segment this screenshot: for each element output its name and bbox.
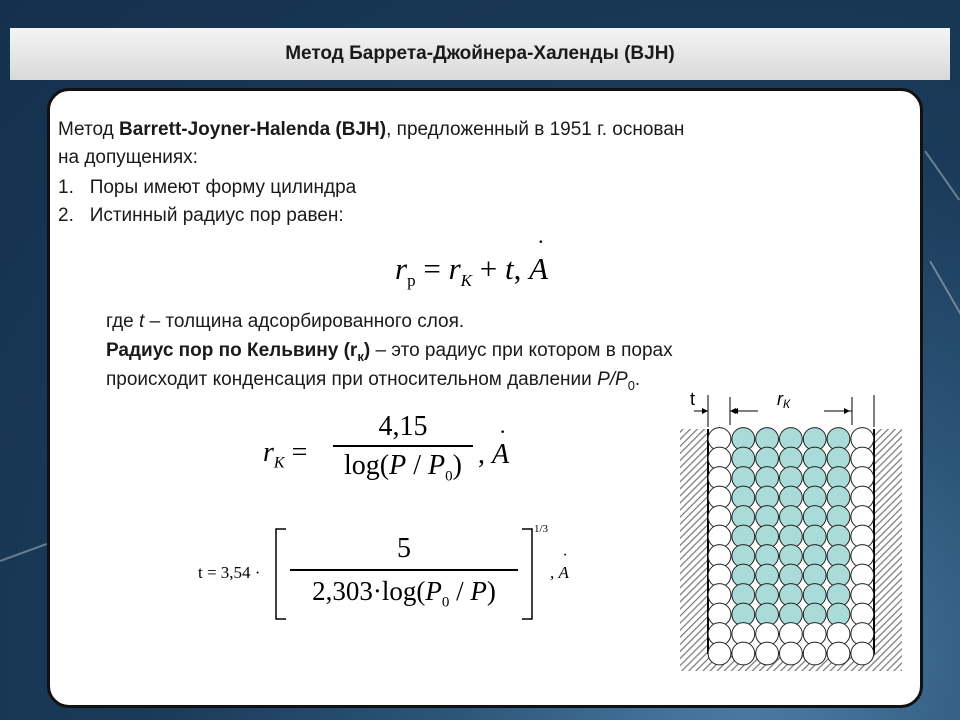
background-streak — [0, 543, 47, 562]
list-item-1: 1. Поры имеют форму цилиндра — [58, 177, 357, 198]
sphere — [827, 642, 850, 665]
formula-thickness: t = 3,54 · 5 $2,303\cdot\log(P_0 / P)$ 1/3 , A · — [198, 523, 598, 623]
sphere — [708, 642, 731, 665]
sphere — [851, 642, 874, 665]
exponent: 1/3 — [534, 523, 549, 535]
kelvin-line-2: происходит конденсация при относительном давлении $P/P_0$. — [106, 369, 641, 393]
intro-line-2: на допущениях: — [58, 147, 198, 168]
content-card — [47, 88, 923, 708]
method-name: Barrett-Joyner-Halenda (BJH) — [118, 119, 387, 140]
sphere — [732, 642, 755, 665]
background-streak — [929, 261, 960, 323]
adsorbed-spheres — [708, 428, 874, 665]
formula-true-radius: $r_p = r_K + t$, A · — [395, 229, 549, 291]
list-item-2: 2. Истинный радиус пор равен: — [58, 205, 344, 226]
formula-kelvin-radius: $r_K$ = 4,15 $\log(P / P_0)$ , A · — [263, 411, 510, 485]
label-rk: rК — [777, 391, 791, 411]
kelvin-line-1: Радиус пор по Кельвину $(r_к)$ – это радиус при котором в порах — [106, 340, 673, 364]
background-streak — [924, 150, 960, 200]
intro-line-1: Метод Barrett-Joyner-Halenda (BJH), предложенный в 1951 г. основан — [58, 119, 685, 140]
sphere — [780, 642, 803, 665]
slide-title-bar — [10, 28, 950, 80]
slide-title: Метод Баррета-Джойнера-Халенды (BJH) — [285, 43, 675, 64]
pore-diagram — [678, 391, 908, 671]
pore-wall-left — [680, 429, 708, 671]
label-t: t — [690, 391, 696, 409]
sphere — [803, 642, 826, 665]
where-t-text: где t – толщина адсорбированного слоя. — [106, 311, 465, 332]
sphere — [756, 642, 779, 665]
pore-wall-right — [874, 429, 902, 671]
angstrom-unit: A — [529, 251, 549, 286]
